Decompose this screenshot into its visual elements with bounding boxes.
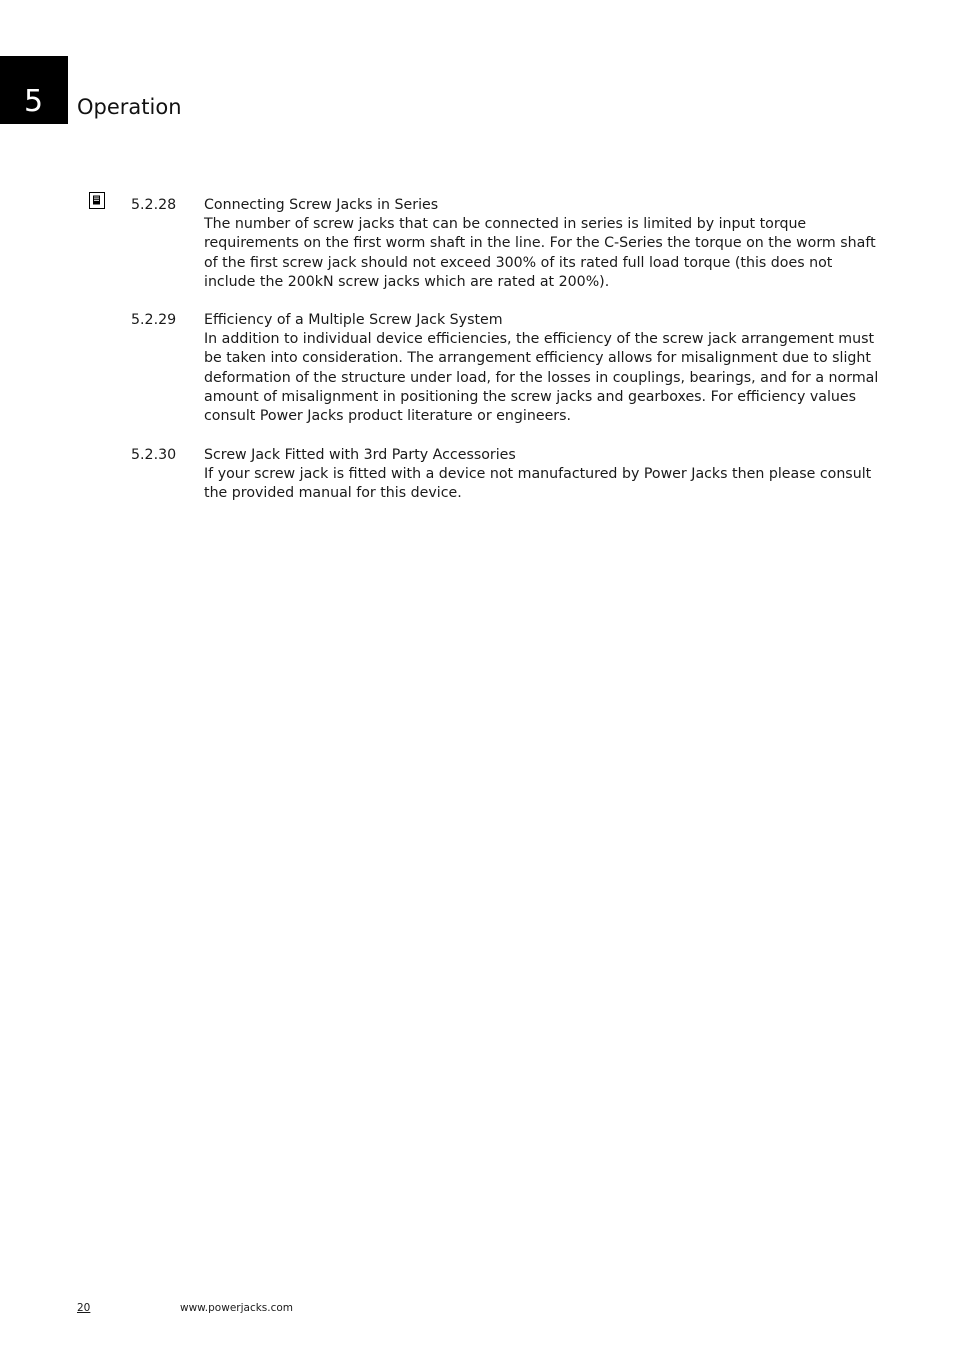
section-body — [204, 446, 884, 504]
section-number: 5.2.28 — [131, 197, 177, 213]
footer-page-number: 20 — [77, 1302, 91, 1314]
section-title: Connecting Screw Jacks in Series — [204, 197, 439, 213]
section-title: Efficiency of a Multiple Screw Jack System — [204, 312, 503, 328]
section-body — [204, 311, 884, 426]
section-body — [204, 196, 884, 292]
section-text: The number of screw jacks that can be connected in series is limited by input torque requirements on the first worm shaft in the line. For the C-Series the torque on the worm shaft of the first screw jack should not exceed 300% of its rated full load torque (this does not include the 200kN screw jacks which are rated at 200%). — [204, 216, 876, 290]
section-number: 5.2.29 — [131, 312, 177, 328]
section-title: Screw Jack Fitted with 3rd Party Accessories — [204, 447, 516, 463]
chapter-number-box — [0, 56, 68, 124]
document-icon — [89, 192, 105, 209]
page-title: Operation — [77, 95, 182, 119]
section-text: If your screw jack is fitted with a device not manufactured by Power Jacks then please consult the provided manual for this device. — [204, 466, 872, 502]
footer-website[interactable]: www.powerjacks.com — [180, 1302, 294, 1314]
chapter-number: 5 — [24, 84, 44, 119]
section-text: In addition to individual device efficiencies, the efficiency of the screw jack arrangement must be taken into consideration. The arrangement efficiency allows for misalignment due to slight deformation of the structure under load, for the losses in couplings, bearings, and for a normal amount of misalignment in positioning the screw jacks and gearboxes. For efficiency values consult Power Jacks product literature or engineers. — [204, 331, 879, 425]
section-number: 5.2.30 — [131, 447, 177, 463]
